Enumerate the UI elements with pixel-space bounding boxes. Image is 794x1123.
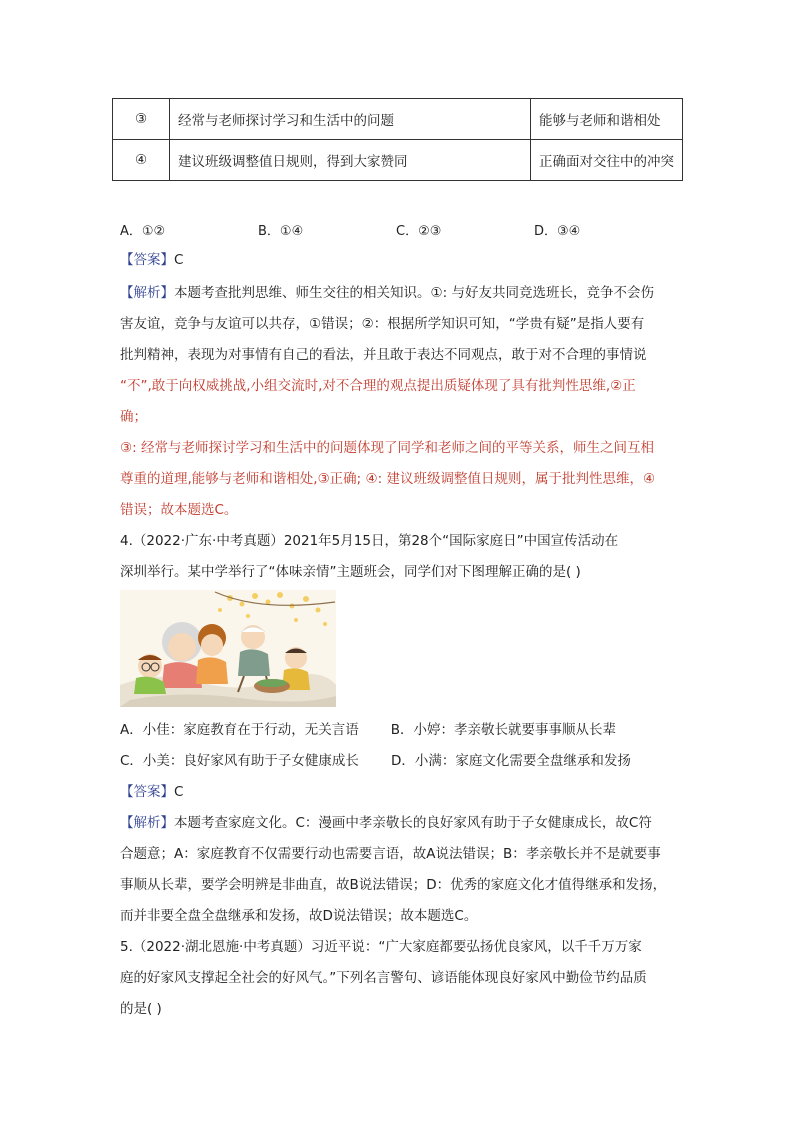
q4-stem-line-2: 深圳举行。某中学举行了“体味亲情”主题班会，同学们对下图理解正确的是( )	[120, 564, 581, 580]
q3-analysis-line-7: 尊重的道理,能够与老师和谐相处,③正确; ④: 建议班级调整值日规则，属于批判性思维，④	[120, 471, 656, 487]
q3-analysis-line-5: 确；	[120, 409, 147, 425]
q3-option-b: B．①④	[258, 224, 304, 239]
row-content: 经常与老师探讨学习和生活中的问题	[170, 99, 531, 140]
answer-value: C	[174, 784, 184, 800]
q4-analysis-line-4: 而并非要全盘全盘继承和发扬，故D说法错误；故本题选C。	[120, 908, 478, 924]
q5-stem-line-3: 的是( )	[120, 1001, 162, 1017]
answer-tag: 【答案】	[120, 784, 174, 800]
answer-tag: 【答案】	[120, 252, 174, 268]
q3-option-a: A．①②	[120, 224, 166, 239]
row-number: ④	[113, 140, 170, 181]
analysis-tag: 【解析】	[120, 285, 174, 301]
q4-option-a: A．小佳：家庭教育在于行动，无关言语	[120, 722, 359, 738]
q4-option-d: D．小满：家庭文化需要全盘继承和发扬	[390, 753, 631, 769]
q5-stem-line-2: 庭的好家风支撑起全社会的好风气。”下列名言警句、谚语能体现良好家风中勤俭节约品质	[120, 970, 647, 986]
q3-analysis-line-2: 害友谊，竞争与友谊可以共存，①错误；②：根据所学知识可知，“学贵有疑”是指人要有	[120, 316, 645, 332]
q4-stem-line-1: 4.（2022·广东·中考真题）2021年5月15日，第28个“国际家庭日”中国宣传活动在	[120, 533, 619, 549]
q4-option-c: C．小美：良好家风有助于子女健康成长	[120, 753, 359, 769]
options-table	[112, 98, 683, 181]
q3-option-d: D．③④	[534, 224, 581, 239]
q4-option-b: B．小婷：孝亲敬长就要事事顺从长辈	[390, 722, 617, 738]
q4-answer	[120, 784, 183, 800]
analysis-text: 本题考查家庭文化。C：漫画中孝亲敬长的良好家风有助于子女健康成长，故C符	[174, 815, 652, 831]
analysis-text: 本题考查批判思维、师生交往的相关知识。①: 与好友共同竞选班长，竞争不会伤	[174, 285, 654, 301]
row-meaning: 正确面对交往中的冲突	[531, 140, 683, 181]
table-row	[113, 99, 683, 140]
q4-analysis-line-2: 合题意；A：家庭教育不仅需要行动也需要言语，故A说法错误；B：孝亲敬长并不是就要事	[120, 846, 661, 862]
family-illustration	[120, 590, 336, 707]
q3-analysis-line-8: 错误；故本题选C。	[120, 502, 238, 518]
q4-options-row-1	[120, 722, 616, 738]
table-row	[113, 140, 683, 181]
row-meaning: 能够与老师和谐相处	[531, 99, 683, 140]
q4-options-row-2	[120, 753, 631, 769]
analysis-tag: 【解析】	[120, 815, 174, 831]
q3-analysis-line-4: “不”,敢于向权威挑战,小组交流时,对不合理的观点提出质疑体现了具有批判性思维,②正	[120, 378, 636, 394]
q3-answer	[120, 252, 183, 268]
q5-stem-line-1: 5.（2022·湖北恩施·中考真题）习近平说：“广大家庭都要弘扬优良家风，以千千万万家	[120, 939, 642, 955]
q4-analysis-line-3: 事顺从长辈，要学会明辨是非曲直，故B说法错误；D：优秀的家庭文化才值得继承和发扬，	[120, 877, 667, 893]
q3-analysis-line-6: ③: 经常与老师探讨学习和生活中的问题体现了同学和老师之间的平等关系，师生之间互相	[120, 440, 654, 456]
q3-analysis-line-1	[120, 285, 654, 301]
row-number: ③	[113, 99, 170, 140]
q3-analysis-line-3: 批判精神，表现为对事情有自己的看法，并且敢于表达不同观点，敢于对不合理的事情说	[120, 347, 647, 363]
q3-option-c: C．②③	[396, 224, 442, 239]
q4-analysis-line-1	[120, 815, 652, 831]
answer-value: C	[174, 252, 184, 268]
row-content: 建议班级调整值日规则，得到大家赞同	[170, 140, 531, 181]
